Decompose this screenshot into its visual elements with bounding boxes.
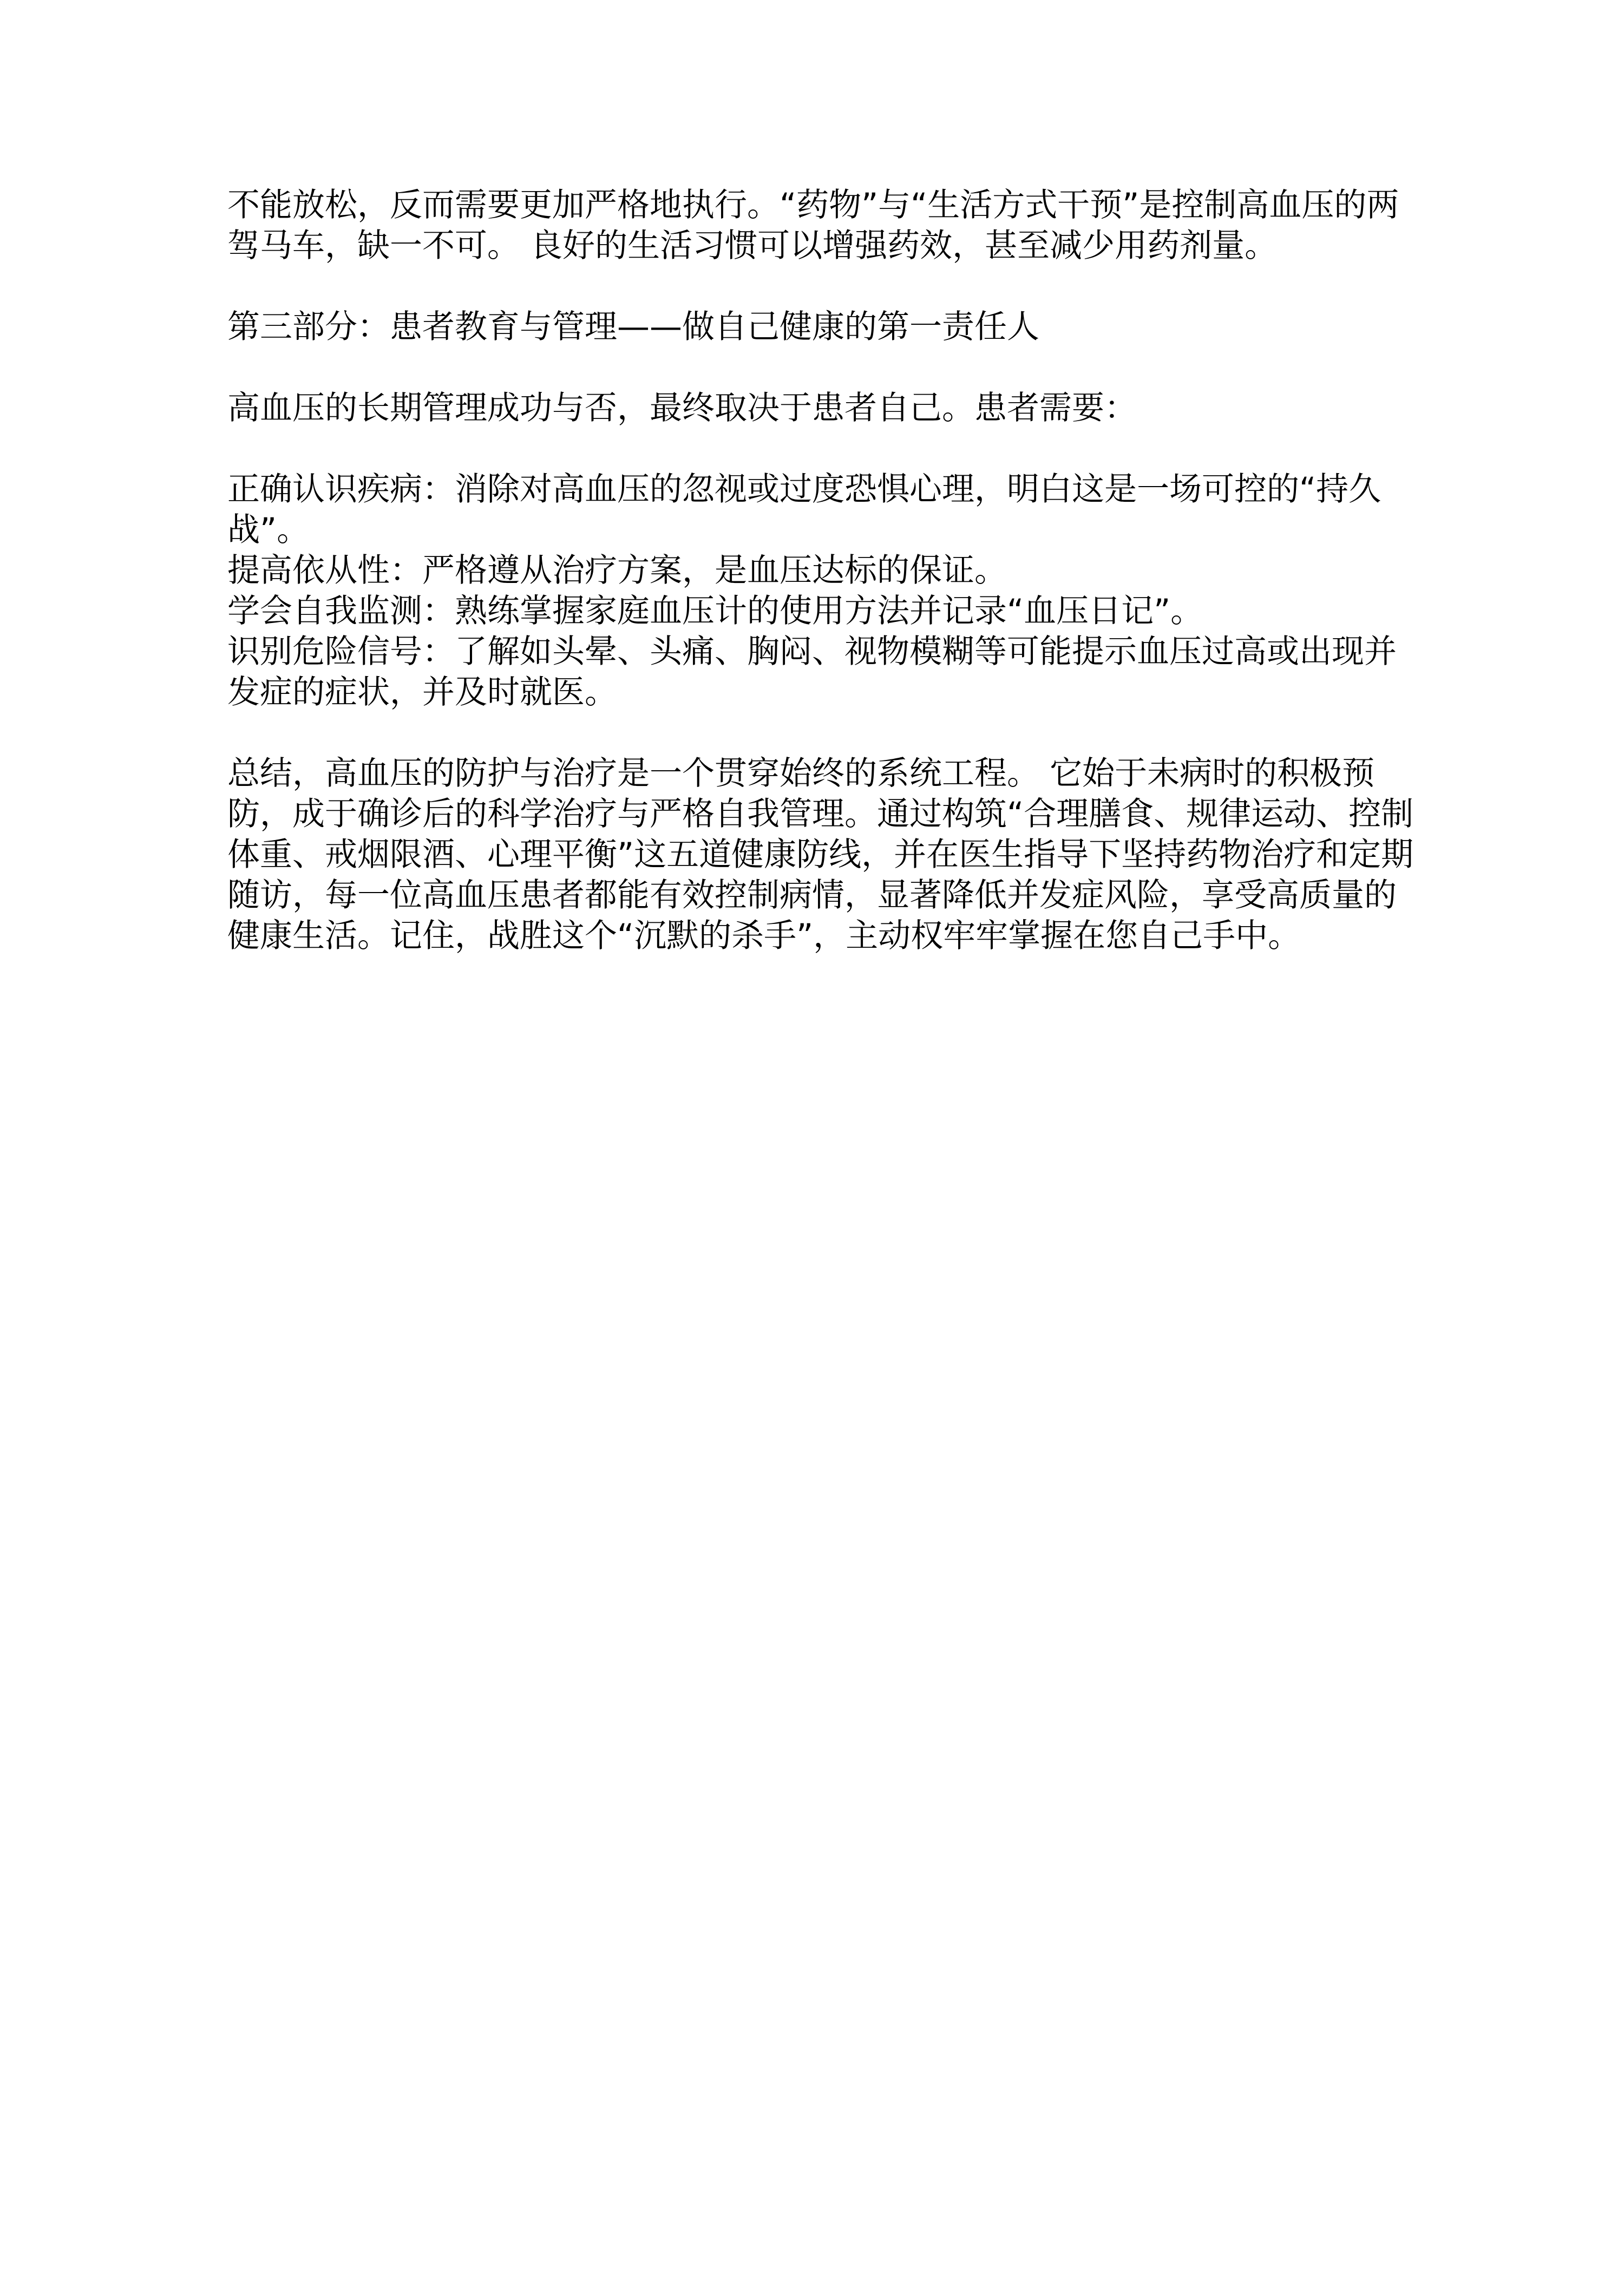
paragraph-drugs-lifestyle: 不能放松，反而需要更加严格地执行。“药物”与“生活方式干预”是控制高血压的两驾马车，缺一不可。 良好的生活习惯可以增强药效，甚至减少用药剂量。	[227, 186, 1399, 265]
patient-point-recognize-disease: 正确认识疾病：消除对高血压的忽视或过度恐惧心理，明白这是一场可控的“持久战”。	[227, 470, 1381, 549]
patient-points-block	[227, 469, 1426, 713]
patient-point-adherence: 提高依从性：严格遵从治疗方案，是血压达标的保证。	[227, 552, 1007, 589]
paragraph-summary: 总结，高血压的防护与治疗是一个贯穿始终的系统工程。 它始于未病时的积极预防，成于确诊后的科学治疗与严格自我管理。通过构筑“合理膳食、规律运动、控制体重、戒烟限酒、心理平衡”这五道健康防线，并在医生指导下坚持药物治疗和定期随访，每一位高血压患者都能有效控制病情，显著降低并发症风险，享受高质量的健康生活。记住，战胜这个“沉默的杀手”，主动权牢牢掌握在您自己手中。	[227, 755, 1414, 955]
section-heading-part3: 第三部分：患者教育与管理——做自己健康的第一责任人	[227, 308, 1039, 346]
patient-point-danger-signs: 识别危险信号：了解如头晕、头痛、胸闷、视物模糊等可能提示血压过高或出现并发症的症状，并及时就医。	[227, 633, 1397, 711]
text-content	[227, 185, 1426, 956]
patient-point-self-monitoring: 学会自我监测：熟练掌握家庭血压计的使用方法并记录“血压日记”。	[227, 592, 1203, 630]
paragraph-intro: 高血压的长期管理成功与否，最终取决于患者自己。患者需要：	[227, 389, 1137, 427]
